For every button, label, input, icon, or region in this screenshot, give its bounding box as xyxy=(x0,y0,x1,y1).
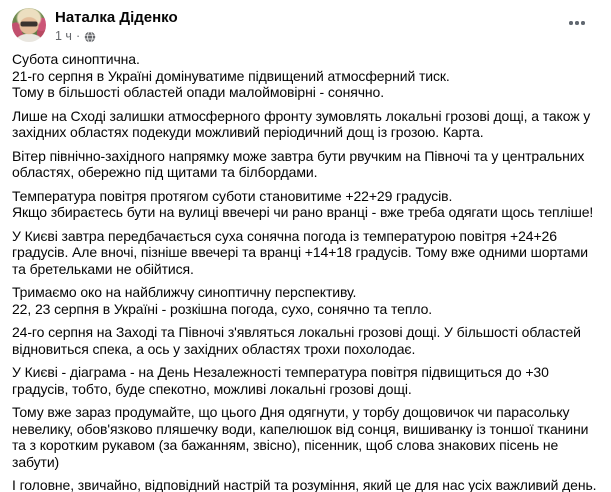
post-line: Вітер північно-західного напрямку може завтра бути рвучким на Півночі та у центральних областях, обережно під щитами та білбордами. xyxy=(12,147,585,180)
post-paragraph xyxy=(12,108,597,141)
post-line: І головне, звичайно, відповідний настрій та розуміння, який це для нас усіх важливий день. xyxy=(12,477,597,492)
post-paragraph xyxy=(12,284,597,317)
post-line: У Києві - діаграма - на День Незалежності температура повітря підвищиться до +30 градусів, тобто, буде спекотно, можливі локальні грозові дощі. xyxy=(12,364,549,397)
post-line: Субота синоптична. xyxy=(12,51,140,67)
post-paragraph xyxy=(12,188,597,221)
ellipsis-icon xyxy=(569,21,573,25)
post-text xyxy=(0,48,611,492)
post-paragraph xyxy=(12,228,597,278)
post-meta xyxy=(55,29,178,44)
post-line: Лише на Сході залишки атмосферного фронту зумовлять локальні грозові дощі, а також у західних областях подекуди можливий періодичний дощ із грозою. Карта. xyxy=(12,107,591,140)
author-name[interactable]: Наталка Діденко xyxy=(55,9,178,26)
timestamp[interactable]: 1 ч xyxy=(55,29,72,43)
post-paragraph xyxy=(12,148,597,181)
post-line: Тому вже зараз продумайте, що цього Дня одягнути, у торбу дощовичок чи парасольку невелику, обов'язково пляшечку води, капелюшок від сонця, вишиванку із тоншої тканини та з коротким рукавом (за бажанням, звісно), пісенник, щоб слова знакових пісень не забути) xyxy=(12,404,589,470)
sunglasses-detail xyxy=(21,21,38,26)
globe-icon xyxy=(84,31,96,43)
post-line: Тому в більшості областей опади малоймовірні - сонячно. xyxy=(12,84,385,100)
post-header xyxy=(0,0,611,48)
post-paragraph xyxy=(12,477,597,492)
header-text xyxy=(55,8,178,44)
post-menu-button[interactable] xyxy=(563,13,591,33)
avatar[interactable] xyxy=(12,8,46,42)
post-line: 22, 23 серпня в Україні - розкішна погода, сухо, сонячно та тепло. xyxy=(12,300,433,317)
post-line: Якщо збираєтесь бути на вулиці ввечері чи рано вранці - вже треба одягати щось тепліше! xyxy=(12,204,594,220)
ellipsis-icon xyxy=(581,21,585,25)
ellipsis-icon xyxy=(575,21,579,25)
post-line: Тримаємо око на найближчу синоптичну перспективу. xyxy=(12,284,357,300)
post-line: 24-го серпня на Заході та Півночі з'являться локальні грозові дощі. У більшості областей відновиться спека, а ось у західних областях трохи похолодає. xyxy=(12,324,581,357)
post-line: 21-го серпня в Україні домінуватиме підвищений атмосферний тиск. xyxy=(12,67,450,84)
post-paragraph xyxy=(12,51,597,101)
post-line: Температура повітря протягом суботи становитиме +22+29 градусів. xyxy=(12,187,453,204)
post-paragraph xyxy=(12,404,597,470)
meta-separator: · xyxy=(75,29,81,43)
post-line: У Києві завтра передбачається суха сонячна погода із температурою повітря +24+26 градусів. Але вночі, пізніше ввечері та вранці +14+18 градусів. Тому вже одними шортами та бретельками не обійтися. xyxy=(12,227,588,277)
post-paragraph xyxy=(12,324,597,357)
post-paragraph xyxy=(12,364,597,397)
